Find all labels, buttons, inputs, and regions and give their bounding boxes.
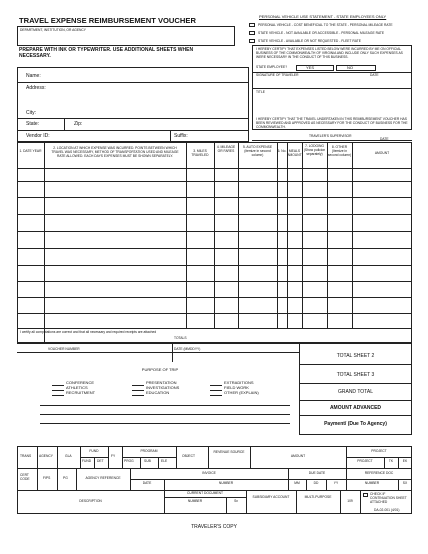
current-number-label: NUMBER [187, 499, 203, 503]
col-lodging-header: 7. LODGING (Show pulicion separately) [303, 144, 326, 156]
recruitment-blank[interactable] [52, 395, 64, 396]
yy-label: YY [333, 481, 339, 485]
extraditions-blank[interactable] [210, 385, 222, 386]
amount-advanced: AMOUNT ADVANCED [329, 405, 382, 411]
yes-label: YES [306, 65, 315, 70]
trans-label: TRANS [20, 454, 32, 458]
continuation-sheet-checkbox[interactable] [363, 493, 368, 497]
purpose-education: EDUCATION [146, 390, 170, 395]
due-date-label: DUE DATE [308, 471, 326, 475]
purpose-title: PURPOSE OF TRIP [141, 367, 179, 372]
col-meals-header: MEALS AMOUNT [287, 149, 302, 157]
travelers-copy-label: TRAVELER'S COPY [191, 524, 237, 530]
vehicle-title: PERSONAL VEHICLE USE STATEMENT - STATE EMPLOYEES ONLY [259, 14, 387, 19]
purpose-athletics: ATHLETICS [66, 385, 88, 390]
current-document-label: CURRENT DOCUMENT [186, 491, 224, 495]
invoice-number-label: NUMBER [218, 481, 234, 485]
amount-label: AMOUNT [290, 454, 306, 458]
agency-reference-label: AGENCY REFERENCE [85, 476, 121, 480]
presentation-blank[interactable] [132, 385, 144, 386]
fips-label: FIPS [43, 476, 51, 480]
invoice-date-label: DATE [142, 481, 152, 485]
prog-label: PROG [124, 459, 134, 463]
purpose-conference: CONFERENCE [66, 380, 95, 385]
vehicle-option-1-checkbox[interactable] [249, 23, 255, 27]
reference-number-label: NUMBER [364, 481, 380, 485]
pg-label: PG [63, 476, 68, 480]
address-label: Address: [26, 85, 46, 91]
form-title: TRAVEL EXPENSE REIMBURSEMENT VOUCHER [19, 16, 196, 25]
subsidiary-account-label: SUBSIDIARY ACCOUNT [252, 495, 290, 499]
instructions: PREPARE WITH INK OR TYPEWRITER. USE ADDITIONAL SHEETS WHEN NECESSARY. [19, 47, 194, 59]
agency-label: AGENCY [39, 454, 53, 458]
date-mmddyy-label: DATE (MMDDYY) [174, 347, 201, 351]
total-sheet-2: TOTAL SHEET 2 [336, 353, 375, 359]
purpose-extraditions: EXTRADITIONS [224, 380, 254, 385]
cert-code-label: CERT CODE [20, 473, 30, 481]
fund-sub-label: FUND [82, 459, 92, 463]
voucher-number-label: VOUCHER NUMBER [48, 347, 80, 351]
col-miles-header: 3. MILES TRAVELED [191, 149, 209, 157]
col-location-header: 2. LOCATION AT WHICH EXPENSE WAS INCURRED. POINTS BETWEEN WHICH TRAVEL WAS NECESSARY, METHOD OF TRANSPORTATION USED AND MILEAGE RATE ALLOWED. EACH DAYS EXPENSES MUST BE SHOWN SEPARATELY. [51, 146, 179, 159]
project-sub-label: PROJECT [357, 459, 373, 463]
name-label: Name: [26, 73, 41, 79]
supervisor-label: TRAVELER'S SUPERVISOR [309, 134, 352, 138]
investigations-blank[interactable] [132, 390, 144, 391]
code-109-label: 109 [347, 499, 353, 503]
purpose-other: OTHER (EXPLAIN) [224, 390, 259, 395]
grand-total: GRAND TOTAL [337, 389, 373, 395]
explain-line-1[interactable] [40, 405, 290, 406]
vendor-id-label: Vendor ID: [26, 133, 50, 139]
education-blank[interactable] [132, 395, 144, 396]
totals-label: TOTALS [174, 336, 187, 340]
vehicle-option-1: PERSONAL VEHICLE - COST BENEFICIAL TO THE STATE - PERSONAL MILEAGE RATE [258, 23, 393, 27]
det-label: DET [97, 459, 104, 463]
purpose-field-work: FIELD WORK [224, 385, 249, 390]
no-option[interactable] [336, 65, 376, 71]
ele-label: ELE [161, 459, 168, 463]
tk-label: TK [388, 459, 394, 463]
vehicle-option-3: STATE VEHICLE - AVAILABLE OR NOT REQUESTED - FLEET RATE [258, 39, 361, 43]
purpose-recruitment: RECRUITMENT [66, 390, 96, 395]
traveler-certification-text: I HEREBY CERTIFY THAT EXPENSES LISTED BELOW WERE INCURRED BY ME ON OFFICIAL BUSINESS OF THE COMMONWEALTH OF VIRGINIA AND INCLUDE ONLY SUCH EXPENSES AS WERE NECESSARY IN THE CONDUCT OF THIS BUSINESS. [256, 47, 403, 60]
purpose-presentation: PRESENTATION [146, 380, 177, 385]
gla-label: GLA [65, 454, 72, 458]
form-number: DA-02-001 (4/01) [374, 508, 400, 512]
dd-label: DD [313, 481, 319, 485]
zip-label: Zip: [74, 121, 83, 127]
conference-blank[interactable] [52, 385, 64, 386]
reference-doc-label: REFERENCE DOC [364, 471, 394, 475]
vehicle-option-2-checkbox[interactable] [249, 31, 255, 35]
state-label: State: [26, 121, 40, 127]
col-no-header: 6. No. [277, 149, 287, 153]
col-auto-header: 5. AUTO EXPENSE (itemize in second column) [242, 145, 273, 157]
yes-option[interactable] [296, 65, 334, 71]
col-amount-header: AMOUNT [374, 151, 390, 155]
invoice-label: INVOICE [202, 471, 216, 475]
vehicle-option-3-checkbox[interactable] [249, 39, 255, 43]
other-blank[interactable] [210, 395, 222, 396]
continuation-sheet-label: CHECK IF CONTINUATION SHEET ATTACHED [370, 492, 407, 504]
department-label: DEPARTMENT, INSTITUTION, OR AGENCY [20, 28, 87, 32]
supervisor-certification-text: I HEREBY CERTIFY THAT THE TRAVEL UNDERTAKEN IN THIS REIMBURSEMENT VOUCHER HAS BEEN REVIEWED AND APPROVED AS NECESSARY FOR THE CONDUCT OF BUSINESS FOR THE COMMONWEALTH. [256, 117, 408, 130]
program-label: PROGRAM [140, 449, 158, 453]
project-label: PROJECT [371, 449, 387, 453]
description-label: DESCRIPTION [79, 499, 102, 503]
col-date-header: 1. DATE YEAR [19, 149, 42, 153]
purpose-investigations: INVESTIGATIONS [146, 385, 180, 390]
suffix-label: Suffix: [174, 133, 188, 139]
state-employee-label: STATE EMPLOYEE? [256, 65, 288, 69]
multi-purpose-label: MULTI-PURPOSE [304, 495, 332, 499]
no-label: NO [347, 65, 353, 70]
sub-label: SUB [144, 459, 151, 463]
col-mileage-header: 4. MILEAGE OR FARES [216, 145, 236, 153]
signature-date-label: DATE [370, 73, 379, 77]
total-sheet-3: TOTAL SHEET 3 [336, 372, 375, 378]
athletics-blank[interactable] [52, 390, 64, 391]
payment-due: Payment/ (Due To Agency) [324, 421, 387, 427]
vehicle-option-2: STATE VEHICLE - NOT AVAILABLE OR ACCESSIBLE - PERSONAL MILEAGE RATE [258, 31, 385, 35]
ek-label: EK [402, 459, 408, 463]
col-other-header: 8. OTHER (Itemize in second column) [327, 145, 352, 157]
supervisor-date-label: DATE [380, 137, 389, 141]
revenue-source-label: REVENUE SOURCE [213, 450, 245, 454]
object-label: OBJECT [182, 454, 196, 458]
city-label: City: [26, 110, 36, 116]
certify-note: I certify all computations are correct and that all necessary and required receipts are attached [20, 330, 157, 334]
field-work-blank[interactable] [210, 390, 222, 391]
mm-label: MM [294, 481, 300, 485]
sx-label: SX [402, 481, 408, 485]
title-label: TITLE [256, 90, 265, 94]
explain-line-3[interactable] [40, 423, 290, 424]
explain-line-2[interactable] [40, 414, 290, 415]
signature-label: SIGNATURE OF TRAVELER [256, 73, 299, 77]
fy-label: FY [111, 454, 116, 458]
fund-label: FUND [89, 449, 99, 453]
current-sx-label: Sx [234, 499, 238, 503]
